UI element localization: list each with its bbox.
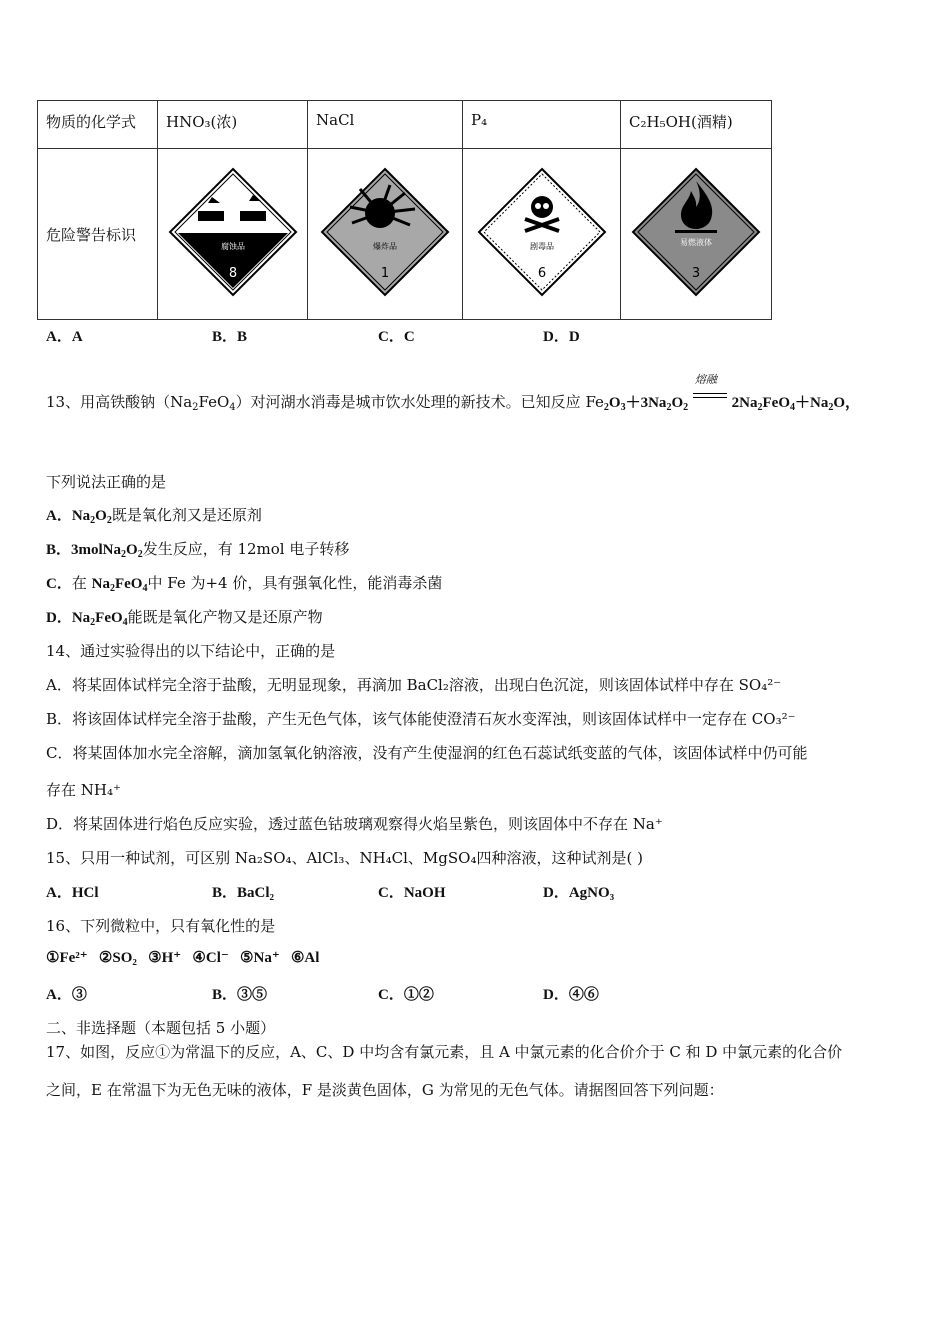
q12-option-d[interactable]: D．D <box>543 329 580 345</box>
section-2-heading: 二、非选择题（本题包括 5 小题） <box>46 1019 276 1037</box>
q16-option-a[interactable]: A．③ <box>46 987 87 1003</box>
corrosive-icon <box>168 167 298 297</box>
formula-hno3: HNO₃(浓) <box>166 113 238 131</box>
row-label-cell: 危险警告标识 <box>38 149 158 320</box>
q13-stem: 13、用高铁酸钠$(Na_2FeO_4)$对河湖水消毒是城市饮水处理的新技术。已知反应 $Fe_2O_3+3Na_2O_2$ 熔融 $2Na_2FeO_4+Na_2O$， <box>46 373 861 413</box>
symbol-number: 8 <box>228 266 237 281</box>
q15-option-a[interactable]: A．HCl <box>46 885 99 901</box>
explosive-icon <box>320 167 450 297</box>
q17-line-1: 17、如图，反应①为常温下的反应，A、C、D 中均含有氯元素，且 A 中氯元素的化合价介于 C 和 D 中氯元素的化合价 <box>46 1043 843 1061</box>
q14-stem: 14、通过实验得出的以下结论中，正确的是 <box>46 642 336 660</box>
symbol-label: 易燃液体 <box>680 238 712 247</box>
formula-nacl: NaCl <box>316 111 355 129</box>
toxic-skull-icon <box>477 167 607 297</box>
header-label-cell: 物质的化学式 <box>38 101 158 149</box>
formula-ethanol: C₂H₅OH(酒精) <box>629 113 733 131</box>
q13-option-c[interactable]: C．在 $Na_2FeO_4$中 Fe 为+4 价，具有强氧化性，能消毒杀菌 <box>46 574 443 594</box>
q15-option-c[interactable]: C．NaOH <box>378 885 446 901</box>
q14-option-a[interactable]: A．将某固体试样完全溶于盐酸，无明显现象，再滴加 BaCl₂溶液，出现白色沉淀，则该固体试样中存在 SO₄²⁻ <box>46 676 782 694</box>
symbol-number: 6 <box>537 266 546 281</box>
q13-option-b[interactable]: B．$3molNa_2O_2$发生反应，有 12mol 电子转移 <box>46 540 350 560</box>
q14-option-c-cont: 存在 NH₄⁺ <box>46 781 121 799</box>
symbol-label: 腐蚀品 <box>220 242 245 251</box>
q16-option-b[interactable]: B．③⑤ <box>212 987 268 1003</box>
q13-option-a[interactable]: A．$Na_2O_2$既是氧化剂又是还原剂 <box>46 506 262 526</box>
symbol-number: 3 <box>691 266 701 281</box>
symbol-number: 1 <box>380 266 390 281</box>
reaction-condition: 熔融 <box>693 395 727 411</box>
q13-option-d[interactable]: D．$Na_2FeO_4$能既是氧化产物又是还原产物 <box>46 608 323 628</box>
q14-option-c[interactable]: C．将某固体加水完全溶解，滴加氢氧化钠溶液，没有产生使湿润的红色石蕊试纸变蓝的气体，该固体试样中仍可能 <box>46 744 808 762</box>
q15-stem: 15、只用一种试剂，可区别 Na₂SO₄、AlCl₃、NH₄Cl、MgSO₄四种溶液，这种试剂是( ) <box>46 849 643 867</box>
q13-stem-end: 下列说法正确的是 <box>46 473 167 491</box>
q12-option-a[interactable]: A．A <box>46 329 83 345</box>
hazard-table <box>37 100 772 320</box>
q16-species: ①Fe²⁺ ②SO₂ ③H⁺ ④Cl⁻ ⑤Na⁺ ⑥Al <box>46 950 320 966</box>
q17-line-2: 之间，E 在常温下为无色无味的液体，F 是淡黄色固体，G 为常见的无色气体。请据图回答下列问题： <box>46 1081 724 1099</box>
q12-option-b[interactable]: B．B <box>212 329 248 345</box>
formula-p4: P₄ <box>471 111 488 129</box>
q15-option-d[interactable]: D．AgNO₃ <box>543 885 615 901</box>
q16-stem: 16、下列微粒中，只有氧化性的是 <box>46 917 276 935</box>
q15-option-b[interactable]: B．BaCl₂ <box>212 885 275 901</box>
symbol-label: 爆炸品 <box>373 242 397 251</box>
flammable-flame-icon <box>631 167 761 297</box>
q16-option-d[interactable]: D．④⑥ <box>543 987 599 1003</box>
q14-option-d[interactable]: D．将某固体进行焰色反应实验，透过蓝色钴玻璃观察得火焰呈紫色，则该固体中不存在 Na⁺ <box>46 815 663 833</box>
symbol-label: 剧毒品 <box>529 242 554 251</box>
q16-option-c[interactable]: C．①② <box>378 987 434 1003</box>
q14-option-b[interactable]: B．将该固体试样完全溶于盐酸，产生无色气体，该气体能使澄清石灰水变浑浊，则该固体试样中一定存在 CO₃²⁻ <box>46 710 796 728</box>
q12-option-c[interactable]: C．C <box>378 329 415 345</box>
